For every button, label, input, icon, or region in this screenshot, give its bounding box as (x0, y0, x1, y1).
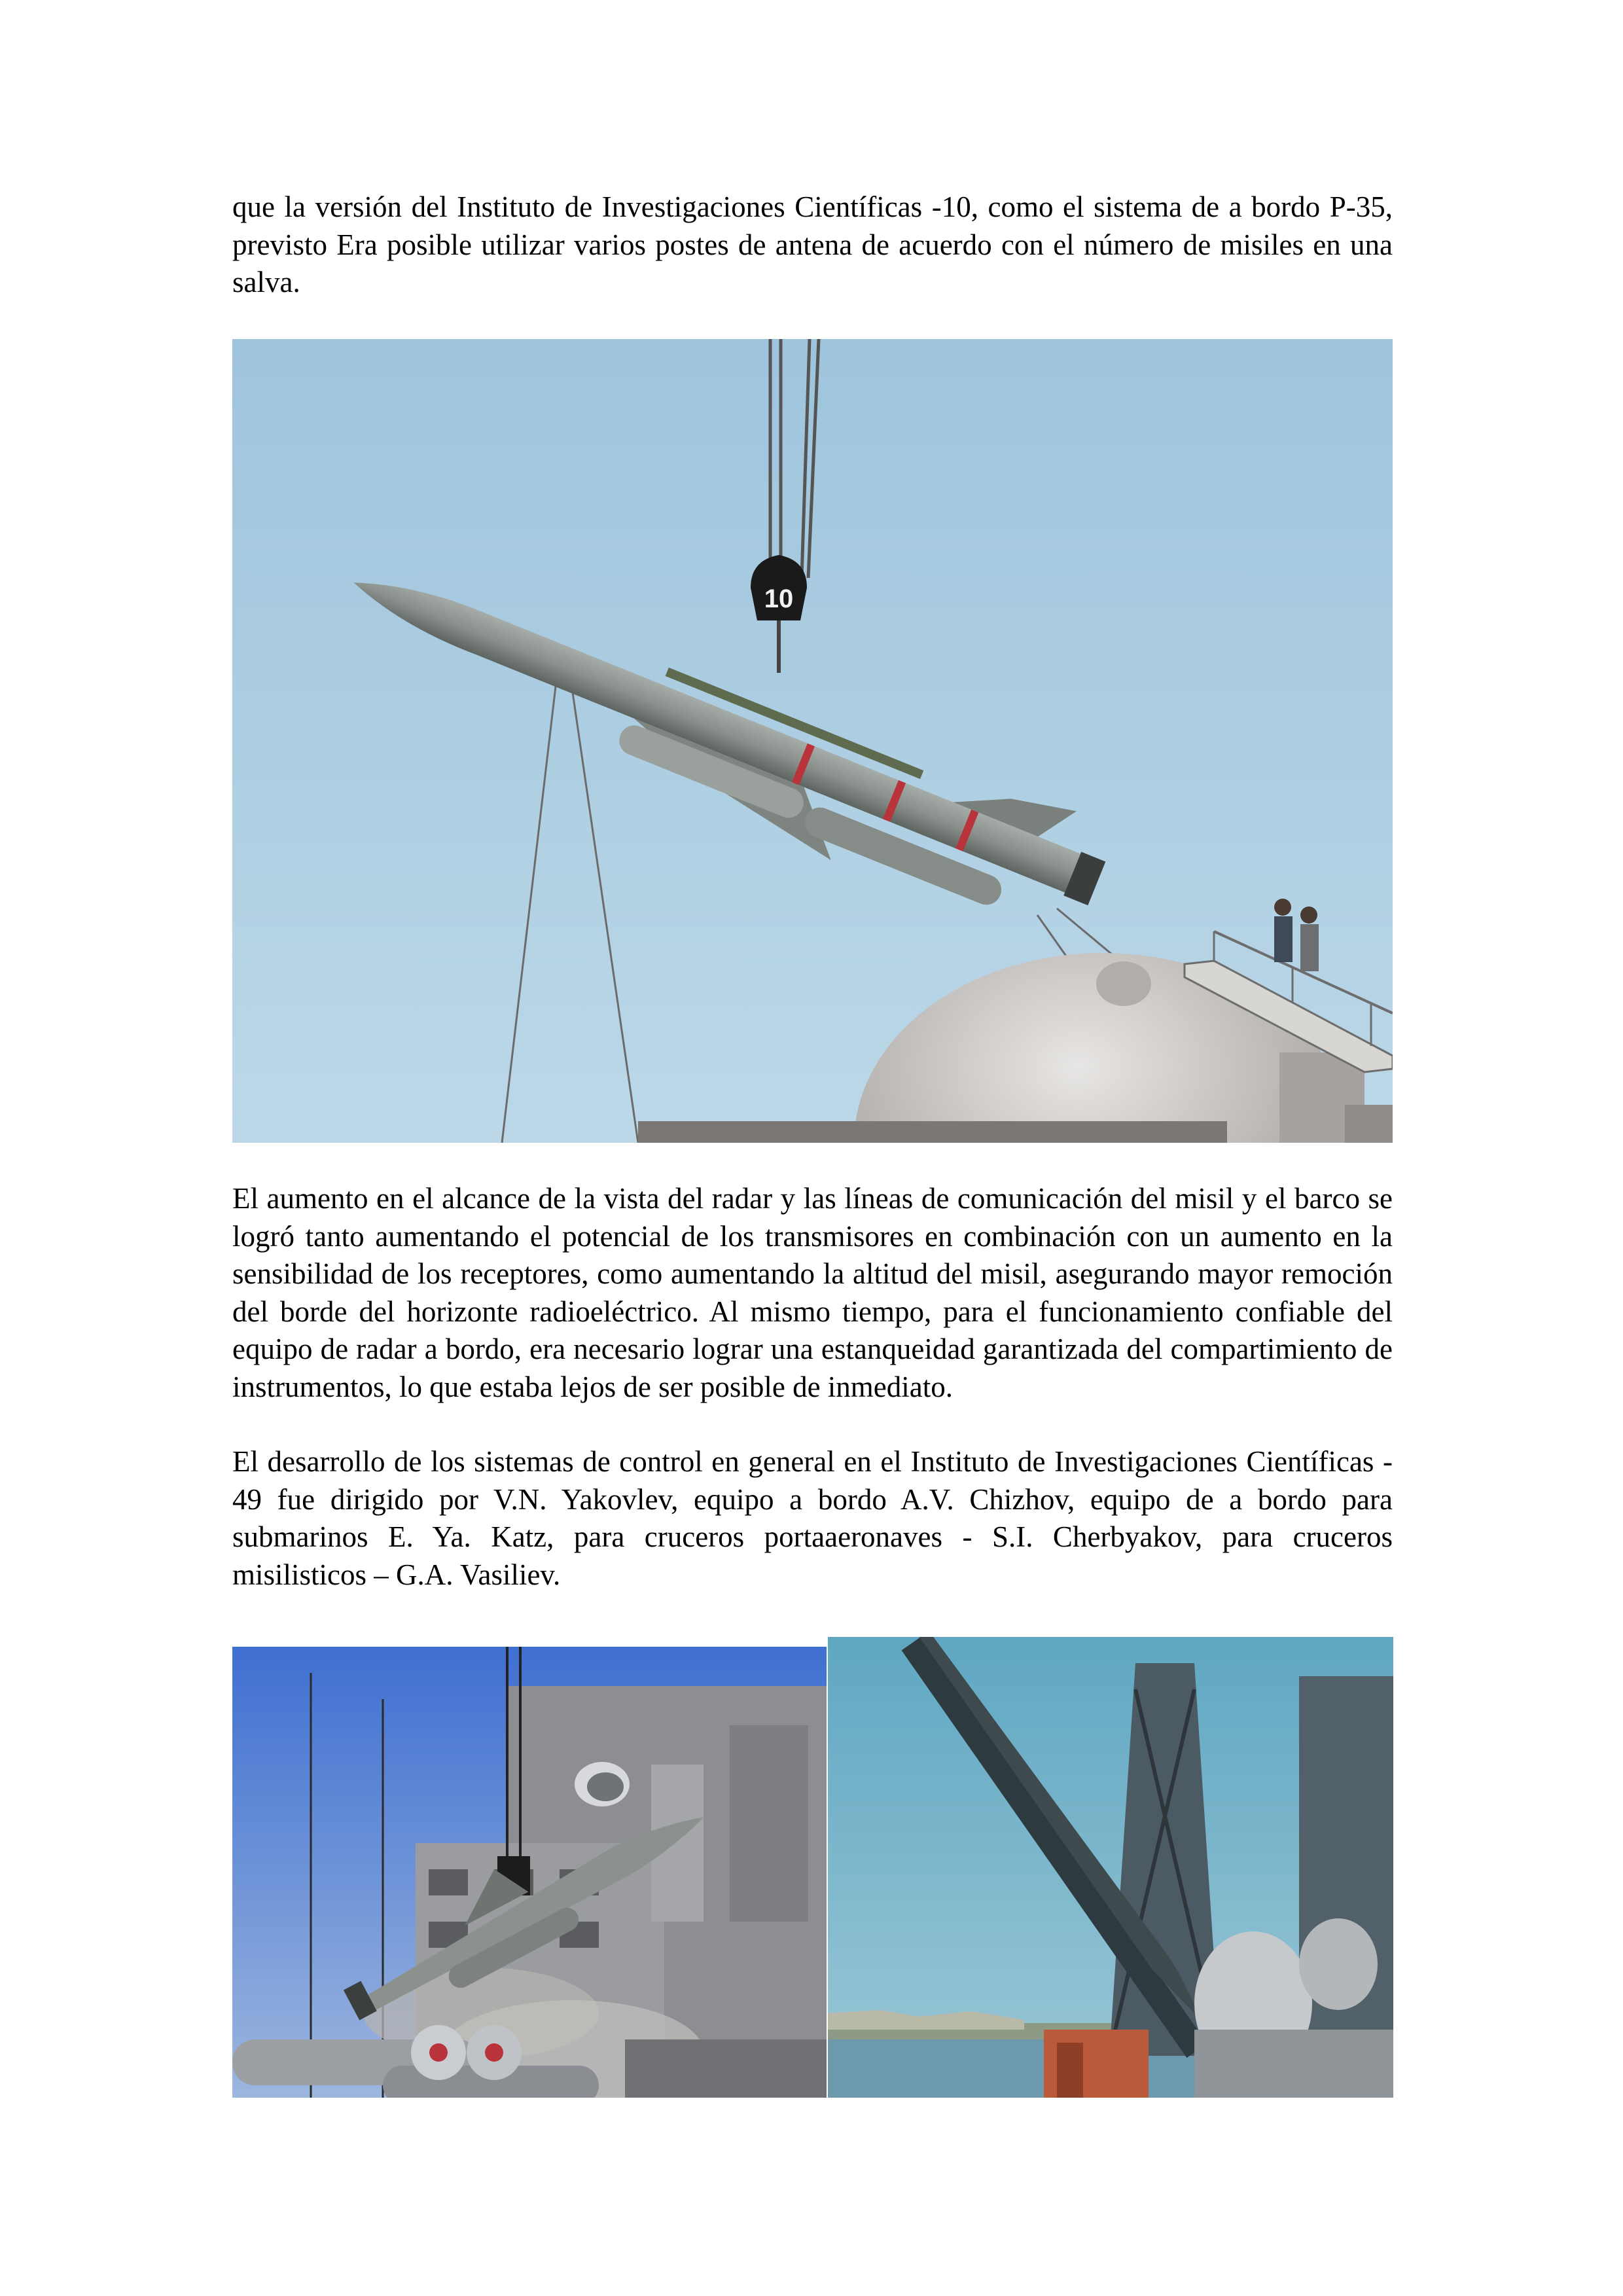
paragraph-2: El aumento en el alcance de la vista del radar y las líneas de comunicación del misil y el barco se logró tanto aumentando el potencial de los transmisores en combinación con un aumento en la sensibilidad de los receptores, como aumentando la altitud del misil, asegurando mayor remoción del borde del horizonte radioeléctrico. Al mismo tiempo, para el funcionamiento confiable del equipo de radar a bordo, era necesario lograr una estanqueidad garantizada del compartimiento de instrumentos, lo que estaba lejos de ser posible de inmediato. (232, 1182, 1393, 1403)
photo-ship-loading (232, 1647, 827, 2098)
photo-launcher-rail (828, 1637, 1393, 2098)
hook-label: 10 (764, 584, 794, 613)
photo-missile-crane (232, 339, 1393, 1143)
launcher-rail-illustration (828, 1637, 1393, 2098)
paragraph-3: El desarrollo de los sistemas de control en general en el Instituto de Investigaciones Científicas - 49 fue dirigido por V.N. Yakovlev, equipo a bordo A.V. Chizhov, equipo de a bordo para submarinos E. Ya. Katz, para cruceros portaaeronaves - S.I. Cherbyakov, para cruceros misilisticos – G.A. Vasiliev. (232, 1445, 1393, 1591)
ship-loading-illustration (232, 1647, 827, 2098)
missile-crane-illustration (232, 339, 1393, 1143)
paragraph-1: que la versión del Instituto de Investigaciones Científicas -10, como el sistema de a bordo P-35, previsto Era posible utilizar varios postes de antena de acuerdo con el número de misiles en una salva. (232, 190, 1393, 298)
